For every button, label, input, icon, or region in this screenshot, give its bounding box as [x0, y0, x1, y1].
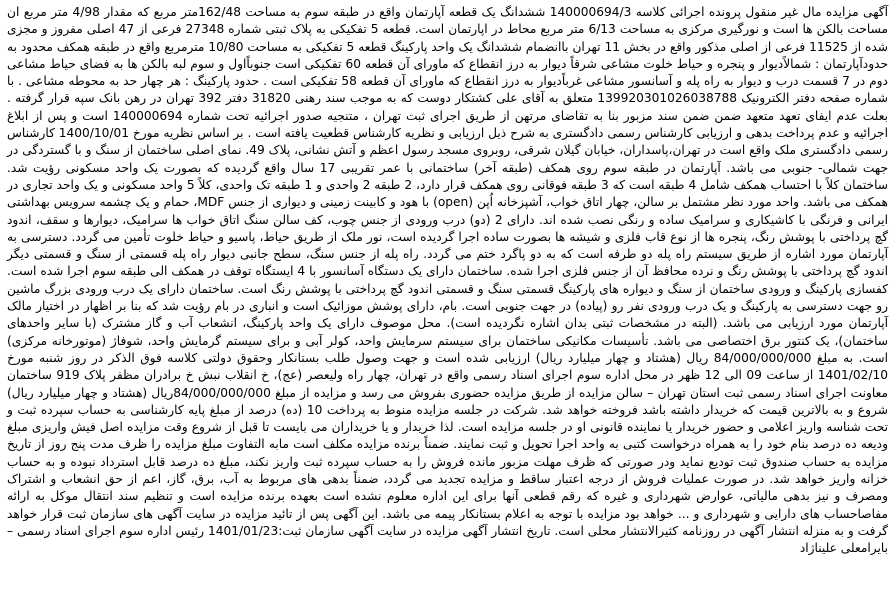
- auction-notice-text: آگهی مزایده مال غیر منقول پرونده اجرائی کلاسه 140000694/3 ششدانگ یک قطعه آپارتمان واقع در طبقه سوم به مساحت 162/48متر مربع که مقدار 4/98 متر مربع ان مساحت بالکن ها است و نورگیری مرکزی به مساحت 6/13 متر مربع محاط در اپارتمان است. قطعه 5 تفکیکی به پلاک ثبتی شماره 27348 فرعی از 47 اصلی مفروز و مجزی شده از 11525 فرعی از اصلی مذکور واقع در بخش 11 تهران باانضمام ششدانگ یک واحد پارکینگ قطعه 5 تفکیکی به مساحت 10/80 مترمربع واقع در طبقه همکف محدود به حدودآپارتمان : شمالاًدیوار و پنجره و حیاط خلوت مشاعی شرقاً دیوار به درز انقطاع که ماورای آن قطعه 60 تفکیکی است جنوباًاول و سوم لبه بالکن ها به فضای حیاط مشاعی دوم در 7 قسمت درب و دیوار به راه پله و آسانسور مشاعی غرباًدیوار به درز انقطاع که ماورای آن قطعه 58 تفکیکی است . حدود پارکینگ : هر چهار حد به محوطه مشاعی . با شماره صفحه دفتر الکترونیک 139920301026038788 متعلق به آقای علی کشتکار دوست که به موجب سند رهنی 31820 دفتر 392 تهران در رهن بانک سپه قرار گرفته . بعلت عدم ایفای تعهد متعهد ضمن ضمن سند مزبور بنا به تقاضای مرتهن از طریق اجرای ثبت تهران ، متنجیه صدور اجرائیه تحت شماره 140000694 است و پس از ابلاغ اجرائیه و عدم پرداخت بدهی و ارزیابی کارشناس رسمی دادگستری به شرح ذیل ارزیابی و نظریه کارشناس قطعیت یافته است . بر اساس نظریه مورخ 1400/10/01 کارشناس رسمی دادگستری ملک واقع است در تهران،پاسداران، خیابان گیلان شرقی، روبروی مسجد رسول اعظم و آتش نشانی، پلاک 49. نمای اصلی ساختمان از سنگ و با گستردگی در جهت شمالی- جنوبی می باشد. آپارتمان در طبقه سوم روی همکف (طبقه آخر) ساختمانی با عمر تقریبی 17 سال واقع گردیده که بصورت یک واحد مسکونی رؤیت شد. ساختمان کلاً با احتساب همکف شامل 4 طبقه است که 3 طبقه فوقانی روی همکف قرار دارد، 2 طبقه 2 واحدی و 1 طبقه تک واحدی، کلاً 5 واحد مسکونی و یک واحد تجاری در همکف می باشد. واحد مورد نظر مشتمل بر سالن، چهار اتاق خواب، آشپزخانه اُپن (open) با هود و کابینت زمینی و دیواری از جنس MDF، حمام و یک چشمه سرویس بهداشتی ایرانی و فرنگی با کاشیکاری و سرامیک ساده و رنگی نصب شده اند. دارای 2 (دو) درب ورودی از جنس چوب، کف سالن سنگ اتاق خواب ها سرامیک، دیوارها و سقف، اندود گچ پرداختی با پوشش رنگ، پنجره ها از نوع قاب فلزی و شیشه ها بصورت ساده اجرا گردیده است، نور ملک از طریق حیاط، پاسیو و حیاط خلوت تأمین می گردد. دسترسی به آپارتمان مورد اشاره از طریق سیستم راه پله دو طرفه است که به دو پاگرد ختم می گردد. راه پله از جنس سنگ، سطح جانبی دیوار راه پله قسمتی از سنگ و قسمتی دیگر اندود گچ پرداختی با پوشش رنگ و نرده محافظ آن از جنس فلزی اجرا شده. ساختمان دارای یک دستگاه آسانسور با 4 ایستگاه توقف در همکف الی طبقه سوم اجرا شده است. کفسازی پارکینگ و ورودی ساختمان از سنگ و دیواره های پارکینگ قسمتی سنگ و قسمتی اندود گچ پرداختی با پوشش رنگ است. ساختمان دارای یک درب ورودی بزرگ ماشین رو جهت دسترسی به پارکینگ و یک درب ورودی نفر رو (پیاده) در جهت جنوبی است. بام، دارای پوشش موزائیک است و انباری در بام رؤیت شد که بنا بر اظهار در اختیار مالک آپارتمان مورد ارزیابی می باشد. (البته در مشخصات ثبتی بدان اشاره نگردیده است). محل موصوف دارای یک واحد پارکینگ، انشعاب آب و گاز مشترک (با سایر واحدهای ساختمان)، یک کنتور برق اختصاصی می باشد. تأسیسات مکانیکی ساختمان برای سیستم سرمایش واحد، کولر آبی و برای سیستم گرمایش واحد، شوفاژ (موتورخانه مرکزی) است. به مبلغ 84/000/000/000 ریال (هشتاد و چهار میلیارد ریال) ارزیابی شده است و جهت وصول طلب بستانکار وحقوق دولتی کلاسه فوق الذکر در روز شنبه مورخ 1401/02/10 از ساعت 09 الی 12 ظهر در محل اداره سوم اجرای اسناد رسمی واقع در تهران، چهار راه ولیعصر (عج)، خ انقلاب نبش خ برادران مظفر پلاک 919 ساختمان معاونت اجرای اسناد رسمی ثبت استان تهران – سالن مزایده از طریق مزایده حضوری بفروش می رسد و مزایده از مبلغ 84/000/000/000ریال (هشتاد و چهار میلیارد ریال) شروع و به بالاترین قیمت که خریدار داشته باشد فروخته خواهد شد. شرکت در جلسه مزایده منوط به پرداخت 10 (ده) درصد از مبلغ پایه کارشناسی به حساب سپرده ثبت و تحت شناسه واریز اعلامی و حضور خریدار یا نماینده قانونی او در جلسه مزایده است. لذا خریدار و یا خریداران می بایست تا قبل از شروع وقت مزایده اصل فیش واریزی مبلغ ودیعه ده درصد بنام خود را به همراه درخواست کتبی به واحد اجرا تحویل و ثبت نمایند. ضمناً برنده مزایده مکلف است مابه التفاوت مبلغ مزایده را ظرف مدت پنج روز از تاریخ مزایده به حساب صندوق ثبت تودیع نماید ودر صورتی که ظرف مهلت مزبور مانده فروش را به حساب سپرده ثبت واریز نکند، مبلغ ده درصد قابل استرداد نبوده و به حساب خزانه واریز خواهد شد. در صورت عملیات فروش از درجه اعتبار ساقط و مزایده تجدید می گردد، ضمناً بدهی های مربوط به آب، برق، گاز، اعم از حق انشعاب و اشتراک ومصرف و نیز بدهی مالیاتی، عوارض شهرداری و غیره که رقم قطعی آنها برای این اداره معلوم نشده است بعهده برنده مزایده است و تنظیم سند انتقال موکل به ارائه مفاصاحساب های دارایی و شهرداری و ... خواهد بود مزایده با توجه به اعلام بستانکار پیمه می باشد. این آگهی پس از تائید مزایده در سایت آگهی های سازمان ثبت قرار خواهد گرفت و به منزله انتشار آگهی در روزنامه کثیرالانتشار محلی است. تاریخ انتشار آگهی مزایده در سایت آگهی سازمان ثبت:1401/01/23 رئیس اداره سوم اجرای اسناد رسمی – بایرامعلی علیناژاد: [7, 5, 889, 556]
